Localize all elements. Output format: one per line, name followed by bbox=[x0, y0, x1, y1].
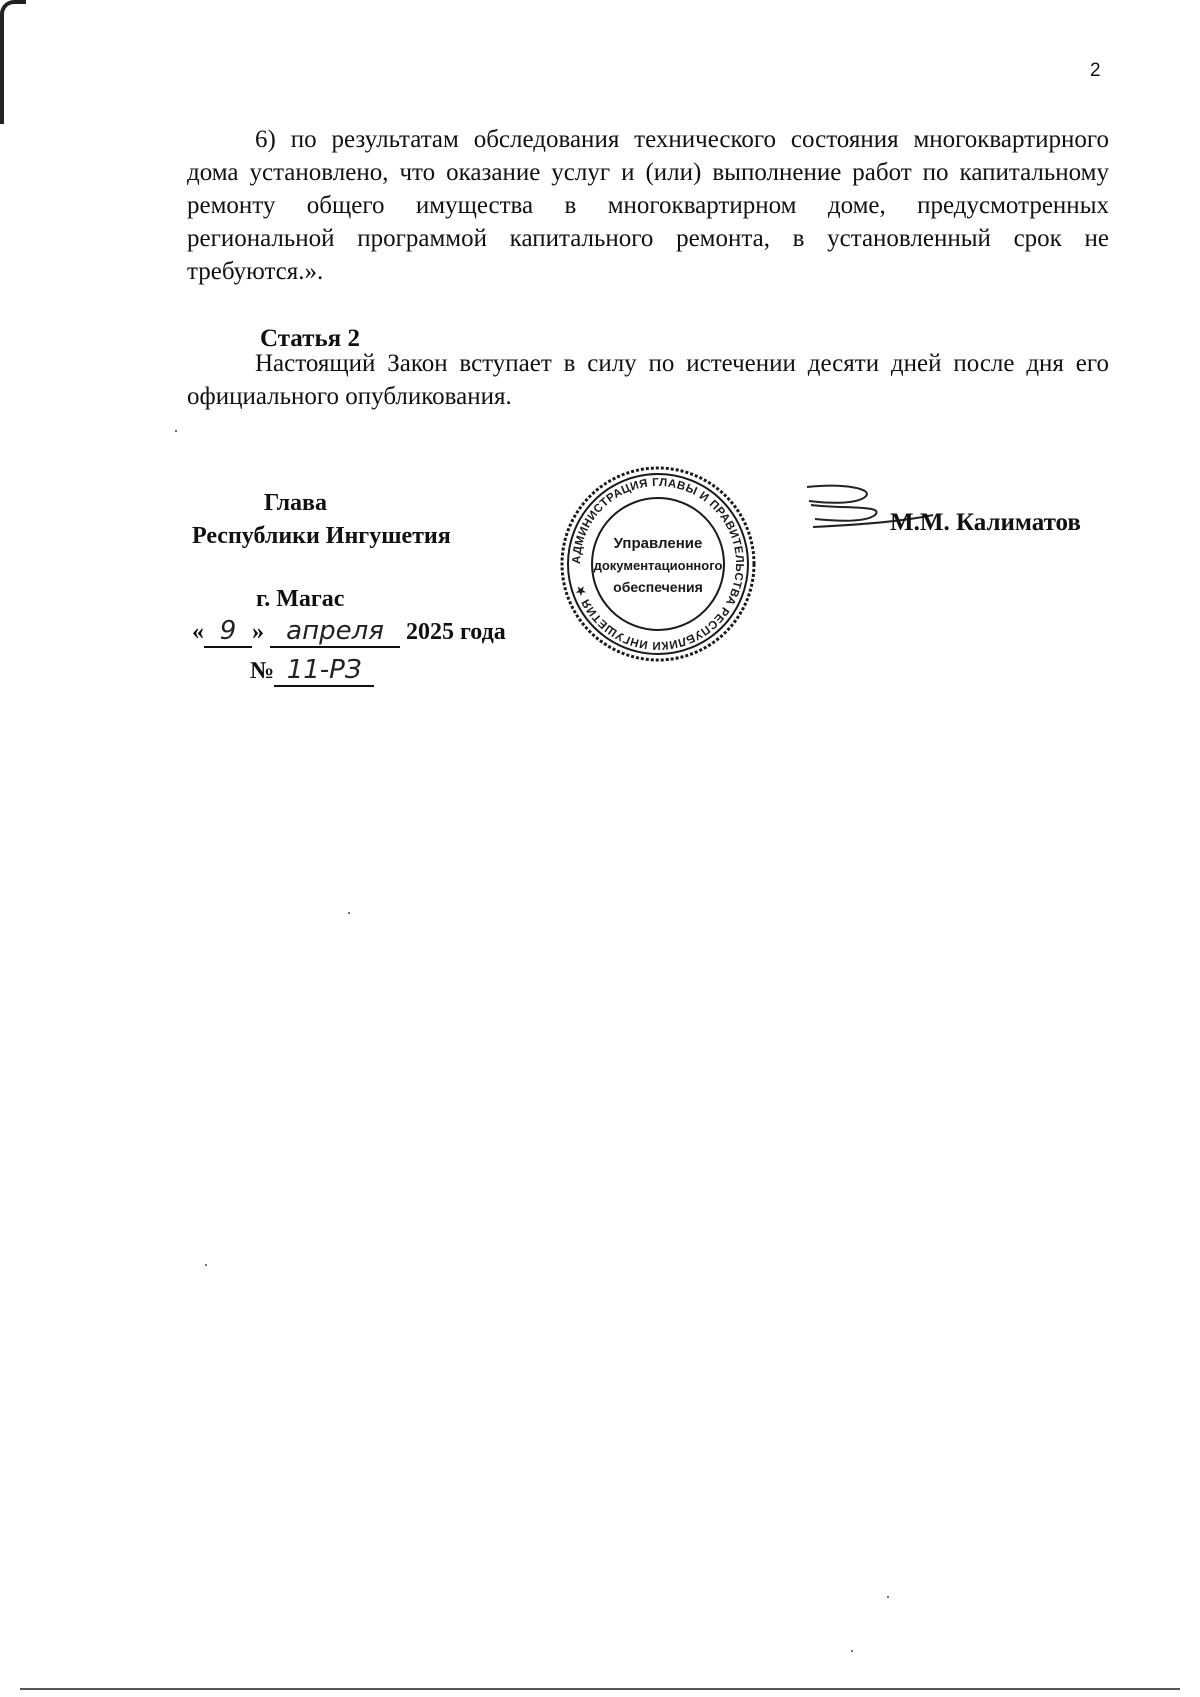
date-open-quote: « bbox=[192, 619, 204, 645]
stamp-center-line-1: Управление bbox=[613, 535, 703, 552]
stamp-center-line-2: документационного bbox=[593, 558, 723, 573]
stamp-center-line-3: обеспечения bbox=[613, 579, 703, 595]
date-line bbox=[192, 616, 506, 648]
signatory-title-line-2: Республики Ингушетия bbox=[192, 523, 451, 549]
law-number-line bbox=[250, 655, 374, 687]
date-month-handwritten: апреля bbox=[270, 616, 400, 648]
signatory-title-line-1: Глава bbox=[264, 490, 327, 516]
scan-speck bbox=[851, 1650, 853, 1652]
article-text: Настоящий Закон вступает в силу по истечении десяти дней после дня его официального опубликования. bbox=[187, 350, 1109, 410]
scan-speck bbox=[205, 1264, 207, 1266]
scan-speck bbox=[175, 430, 177, 432]
scan-bottom-edge bbox=[20, 1688, 1180, 1690]
date-day-handwritten: 9 bbox=[204, 616, 252, 648]
signatory-name: М.М. Калиматов bbox=[890, 509, 1081, 536]
page-number: 2 bbox=[1090, 60, 1101, 81]
stamp-ring-text: АДМИНИСТРАЦИЯ ГЛАВЫ И ПРАВИТЕЛЬСТВА РЕСПУБЛИКИ ИНГУШЕТИЯ ★ bbox=[570, 476, 746, 652]
article-heading: Статья 2 bbox=[260, 325, 360, 352]
date-close-quote: » bbox=[252, 619, 264, 645]
law-number-handwritten: 11-РЗ bbox=[274, 655, 374, 687]
scan-corner-mark bbox=[0, 0, 26, 124]
law-number-prefix: № bbox=[250, 658, 275, 684]
date-year: 2025 года bbox=[406, 619, 506, 645]
scan-speck bbox=[887, 1596, 889, 1598]
scan-speck bbox=[348, 912, 350, 914]
place-of-signing: г. Магас bbox=[256, 586, 345, 612]
paragraph-6: 6) по результатам обследования технического состояния многоквартирного дома установлено, что оказание услуг и (или) выполнение работ по капитальному ремонту общего имущества в многоквартирном доме, предусмотренных региональной программой капитального ремонта, в установленный срок не требуются.». bbox=[187, 126, 1109, 285]
official-stamp bbox=[558, 464, 758, 664]
